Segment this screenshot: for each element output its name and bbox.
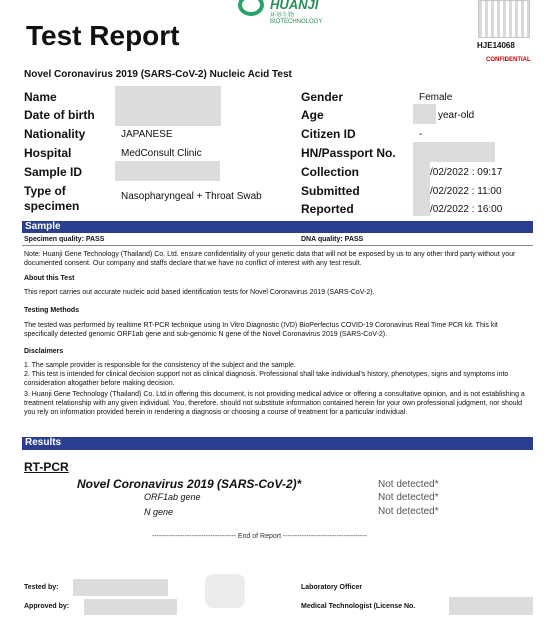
type-label-2: specimen bbox=[24, 199, 80, 213]
sample-section-header: Sample bbox=[22, 221, 533, 233]
reported-label: Reported bbox=[301, 202, 354, 216]
method-heading: RT-PCR bbox=[24, 460, 69, 474]
reported-value: /02/2022 : 16:00 bbox=[430, 204, 503, 215]
nationality-value: JAPANESE bbox=[121, 129, 173, 140]
disclaimer-item: 3. Huanji Gene Technology (Thailand) Co. Ltd.in offering this document, is not providing medical advice or offering a consultative opinion, and is not establishing a treatment relationship with any given individual. You, therefore, should not substitute information contained herein for your own professional judgment, nor should you rely on information provided herein in rendering a diagnosis or choosing a course of treatment for a particular individual. bbox=[24, 391, 525, 416]
about-heading: About this Test bbox=[24, 275, 75, 282]
methods-heading: Testing Methods bbox=[24, 307, 80, 314]
confidentiality-note: Note: Huanji Gene Technology (Thailand) Co. Ltd. ensure confidentiality of your genetic data that will not be exposed by us to any other third party without your documented consent. Our company and staffs declare that we have no conflict of interest with any test result. bbox=[24, 251, 516, 267]
disclaimer-item: 1. The sample provider is responsible for the consistency of the subject and the sample. bbox=[24, 362, 296, 369]
methods-text: The tested was performed by realtime RT-PCR technique using In Vitro Diagnostic (IVD) BioPerfectus COVID-19 Coronavirus Real Time PCR kit. This kit specifically detected genomic ORF1ab gene and sub-genomic N gene of the Novel Coronavirus 2019 (SARS-CoV-2). bbox=[24, 322, 498, 338]
type-label-1: Type of bbox=[24, 184, 66, 198]
divider bbox=[22, 245, 533, 246]
age-label: Age bbox=[301, 108, 324, 122]
page-title: Test Report bbox=[26, 20, 180, 51]
sample-id-redacted bbox=[115, 161, 220, 181]
dna-quality: DNA quality: PASS bbox=[301, 236, 364, 243]
age-suffix: year-old bbox=[438, 110, 475, 121]
logo-mark-icon bbox=[238, 0, 264, 16]
company-logo bbox=[238, 0, 334, 25]
result-name: Novel Coronavirus 2019 (SARS-CoV-2)* bbox=[77, 477, 302, 491]
approved-by-redacted bbox=[84, 599, 177, 615]
name-label: Name bbox=[24, 90, 57, 104]
qr-code-label: HJE14068 bbox=[477, 41, 515, 50]
tested-by-redacted bbox=[73, 579, 168, 596]
submitted-label: Submitted bbox=[301, 184, 360, 198]
logo-subtext: 环基生物 BIOTECHNOLOGY bbox=[270, 13, 323, 25]
qr-code-icon bbox=[478, 0, 530, 38]
logo-text: HUANJI bbox=[270, 0, 319, 12]
date-redacted bbox=[413, 162, 430, 216]
gender-value: Female bbox=[419, 92, 453, 103]
about-text: This report carries out accurate nucleic acid based identification tests for Novel Coronavirus 2019 (SARS-CoV-2). bbox=[24, 289, 375, 296]
hn-redacted bbox=[413, 142, 495, 162]
citizen-value: - bbox=[419, 129, 423, 140]
type-value: Nasopharyngeal + Throat Swab bbox=[121, 191, 262, 202]
gender-label: Gender bbox=[301, 90, 344, 104]
approved-by-label: Approved by: bbox=[24, 603, 70, 610]
result-value: Not detected* bbox=[378, 492, 439, 503]
result-value: Not detected* bbox=[378, 506, 439, 517]
collection-label: Collection bbox=[301, 165, 360, 179]
result-value: Not detected* bbox=[378, 479, 439, 490]
hospital-value: MedConsult Clinic bbox=[121, 148, 202, 159]
nationality-label: Nationality bbox=[24, 127, 86, 141]
result-name: N gene bbox=[144, 507, 174, 517]
med-tech-label: Medical Technologist (License No. bbox=[301, 603, 416, 610]
tested-by-label: Tested by: bbox=[24, 584, 59, 591]
name-redacted bbox=[115, 86, 221, 105]
disclaimers-heading: Disclaimers bbox=[24, 348, 64, 355]
confidential-label: CONFIDENTIAL bbox=[486, 57, 531, 63]
specimen-quality: Specimen quality: PASS bbox=[24, 236, 105, 243]
submitted-value: /02/2022 : 11:00 bbox=[430, 186, 502, 197]
sample-id-label: Sample ID bbox=[24, 165, 83, 179]
disclaimer-item: 2. This test is intended for clinical decision support not as clinical diagnosis. Professional shall take individual's history, phenotypes, signs and symptoms into consideration altogather before making decision. bbox=[24, 371, 509, 387]
dob-redacted bbox=[115, 104, 221, 126]
citizen-label: Citizen ID bbox=[301, 127, 356, 141]
hospital-label: Hospital bbox=[24, 146, 72, 160]
result-name: ORF1ab gene bbox=[144, 492, 201, 502]
age-redacted bbox=[413, 104, 436, 124]
collection-value: /02/2022 : 09:17 bbox=[430, 167, 503, 178]
end-of-report: ------------------------------------ End of Report ------------------------------------ bbox=[152, 533, 367, 540]
lab-officer-label: Laboratory Officer bbox=[301, 584, 363, 591]
signature-stamp-icon bbox=[205, 574, 245, 608]
hn-label: HN/Passport No. bbox=[301, 146, 396, 160]
dob-label: Date of birth bbox=[24, 108, 95, 122]
license-redacted bbox=[449, 597, 533, 615]
report-subtitle: Novel Coronavirus 2019 (SARS-CoV-2) Nucleic Acid Test bbox=[24, 69, 292, 80]
results-section-header: Results bbox=[22, 437, 533, 450]
